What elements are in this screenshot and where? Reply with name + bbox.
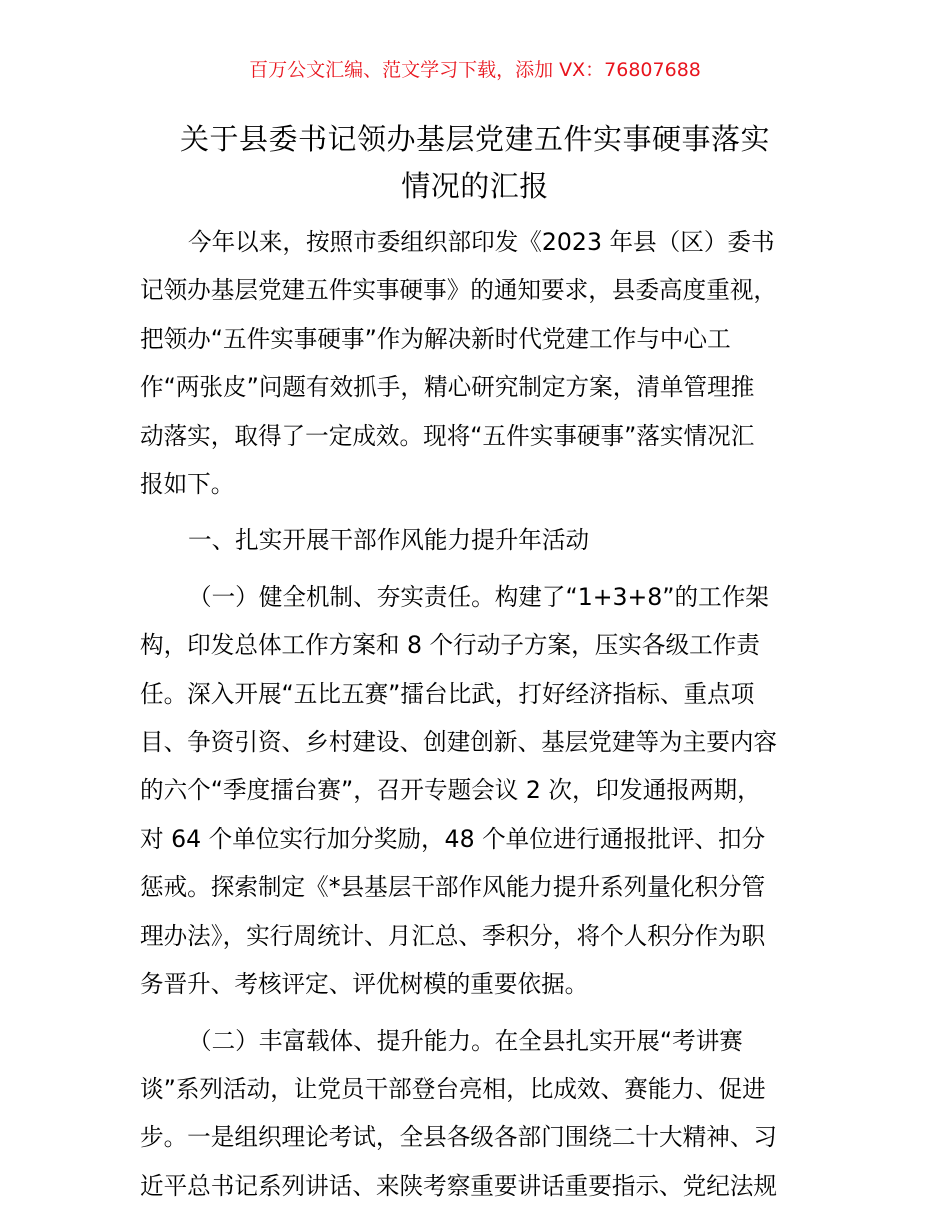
text-line: 对 64 个单位实行加分奖励，48 个单位进行通报批评、扣分 — [140, 824, 766, 853]
text-line: 今年以来，按照市委组织部印发《2023 年县（区）委书 — [188, 228, 775, 256]
text-line: 理办法》，实行周统计、月汇总、季积分，将个人积分作为职 — [140, 921, 766, 950]
title-line-1: 关于县委书记领办基层党建五件实事硬事落实 — [179, 122, 770, 156]
text-line: 惩戒。探索制定《*县基层干部作风能力提升系列量化积分管 — [140, 873, 766, 902]
title-line-2: 情况的汇报 — [401, 169, 549, 203]
text-line: 报如下。 — [140, 470, 235, 499]
text-line: 动落实，取得了一定成效。现将“五件实事硬事”落实情况汇 — [140, 421, 755, 450]
header-banner: 百万公文汇编、范文学习下载，添加 VX：76807688 — [249, 59, 701, 81]
text-line: 的六个“季度擂台赛”，召开专题会议 2 次，印发通报两期， — [140, 776, 761, 805]
section-heading-text: 一、扎实开展干部作风能力提升年活动 — [188, 526, 590, 555]
text-line: （二）丰富载体、提升能力。在全县扎实开展“考讲赛 — [188, 1026, 743, 1055]
text-line: 把领办“五件实事硬事”作为解决新时代党建工作与中心工 — [140, 324, 731, 353]
text-line: 近平总书记系列讲话、来陕考察重要讲话重要指示、党纪法规 — [140, 1171, 778, 1200]
text-line: 务晋升、考核评定、评优树模的重要依据。 — [140, 970, 589, 999]
text-line: 构，印发总体工作方案和 8 个行动子方案，压实各级工作责 — [140, 631, 760, 660]
subsection-2-paragraph — [140, 1017, 812, 1211]
text-line: 任。深入开展“五比五赛”擂台比武，打好经济指标、重点项 — [140, 679, 755, 708]
document-title — [130, 116, 820, 210]
text-line: 目、争资引资、乡村建设、创建创新、基层党建等为主要内容 — [140, 728, 778, 757]
document-body — [140, 218, 812, 1210]
text-line: 步。一是组织理论考试，全县各级各部门围绕二十大精神、习 — [140, 1123, 778, 1152]
text-line: （一）健全机制、夯实责任。构建了“1+3+8”的工作架 — [188, 582, 769, 611]
intro-paragraph — [140, 218, 812, 508]
subsection-1-paragraph — [140, 573, 812, 1009]
section-heading — [140, 516, 812, 564]
text-line: 谈”系列活动，让党员干部登台亮相，比成效、赛能力、促进 — [140, 1074, 766, 1103]
text-line: 作“两张皮”问题有效抓手，精心研究制定方案，清单管理推 — [140, 373, 755, 402]
text-line: 记领办基层党建五件实事硬事》的通知要求，县委高度重视， — [140, 276, 778, 305]
